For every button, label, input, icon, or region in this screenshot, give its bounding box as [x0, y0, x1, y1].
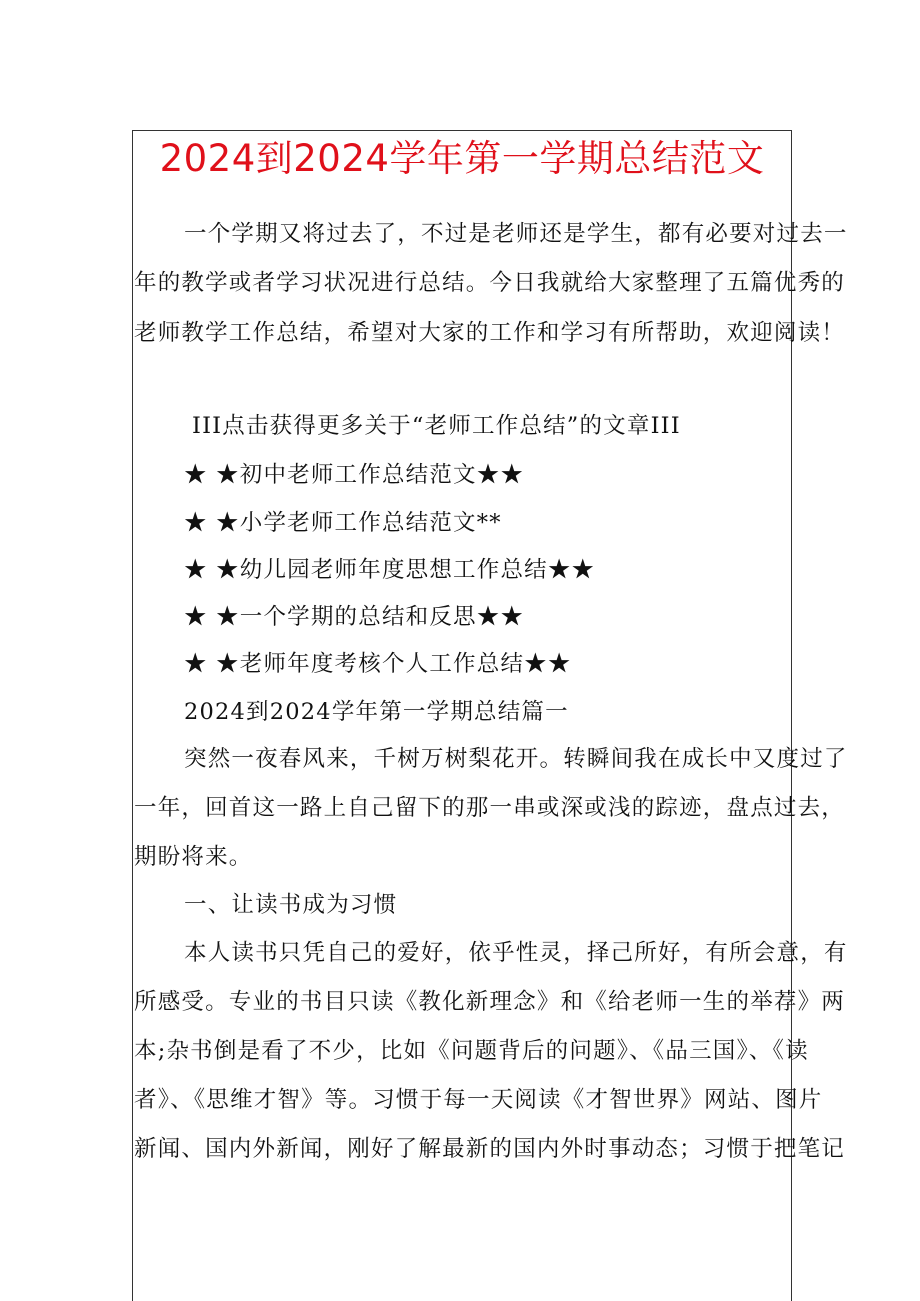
paragraph2-line-4: 者》、《思维才智》等。习惯于每一天阅读《才智世界》网站、图片 — [134, 1087, 823, 1113]
related-article-link[interactable]: ★ ★老师年度考核个人工作总结★★ — [184, 651, 572, 677]
related-article-link[interactable]: ★ ★初中老师工作总结范文★★ — [184, 462, 525, 488]
intro-line-3: 老师教学工作总结，希望对大家的工作和学习有所帮助，欢迎阅读！ — [134, 320, 846, 346]
paragraph2-line-1: 本人读书只凭自己的爱好，依乎性灵，择己所好，有所会意，有 — [184, 940, 848, 966]
paragraph1-line-1: 突然一夜春风来，千树万树梨花开。转瞬间我在成长中又度过了 — [184, 746, 848, 772]
section-title: 2024到2024学年第一学期总结篇一 — [184, 699, 569, 725]
related-article-link[interactable]: ★ ★幼儿园老师年度思想工作总结★★ — [184, 557, 596, 583]
related-article-link[interactable]: ★ ★一个学期的总结和反思★★ — [184, 604, 525, 630]
paragraph1-line-3: 期盼将来。 — [134, 844, 253, 870]
paragraph2-line-3: 本;杂书倒是看了不少，比如《问题背后的问题》、《品三国》、《读 — [134, 1038, 809, 1064]
paragraph2-line-5: 新闻、国内外新闻，刚好了解最新的国内外时事动态；习惯于把笔记 — [134, 1136, 846, 1162]
subheading: 一、让读书成为习惯 — [184, 892, 398, 918]
paragraph1-line-2: 一年，回首这一路上自己留下的那一串或深或浅的踪迹，盘点过去， — [134, 795, 846, 821]
paragraph2-line-2: 所感受。专业的书目只读《教化新理念》和《给老师一生的举荐》两 — [134, 989, 846, 1015]
related-articles-heading: III点击获得更多关于“老师工作总结”的文章III — [192, 413, 681, 439]
intro-line-1: 一个学期又将过去了，不过是老师还是学生，都有必要对过去一 — [184, 221, 848, 247]
document-title: 2024到2024学年第一学期总结范文 — [159, 137, 765, 180]
related-article-link[interactable]: ★ ★小学老师工作总结范文** — [184, 510, 502, 536]
intro-line-2: 年的教学或者学习状况进行总结。今日我就给大家整理了五篇优秀的 — [134, 270, 846, 296]
